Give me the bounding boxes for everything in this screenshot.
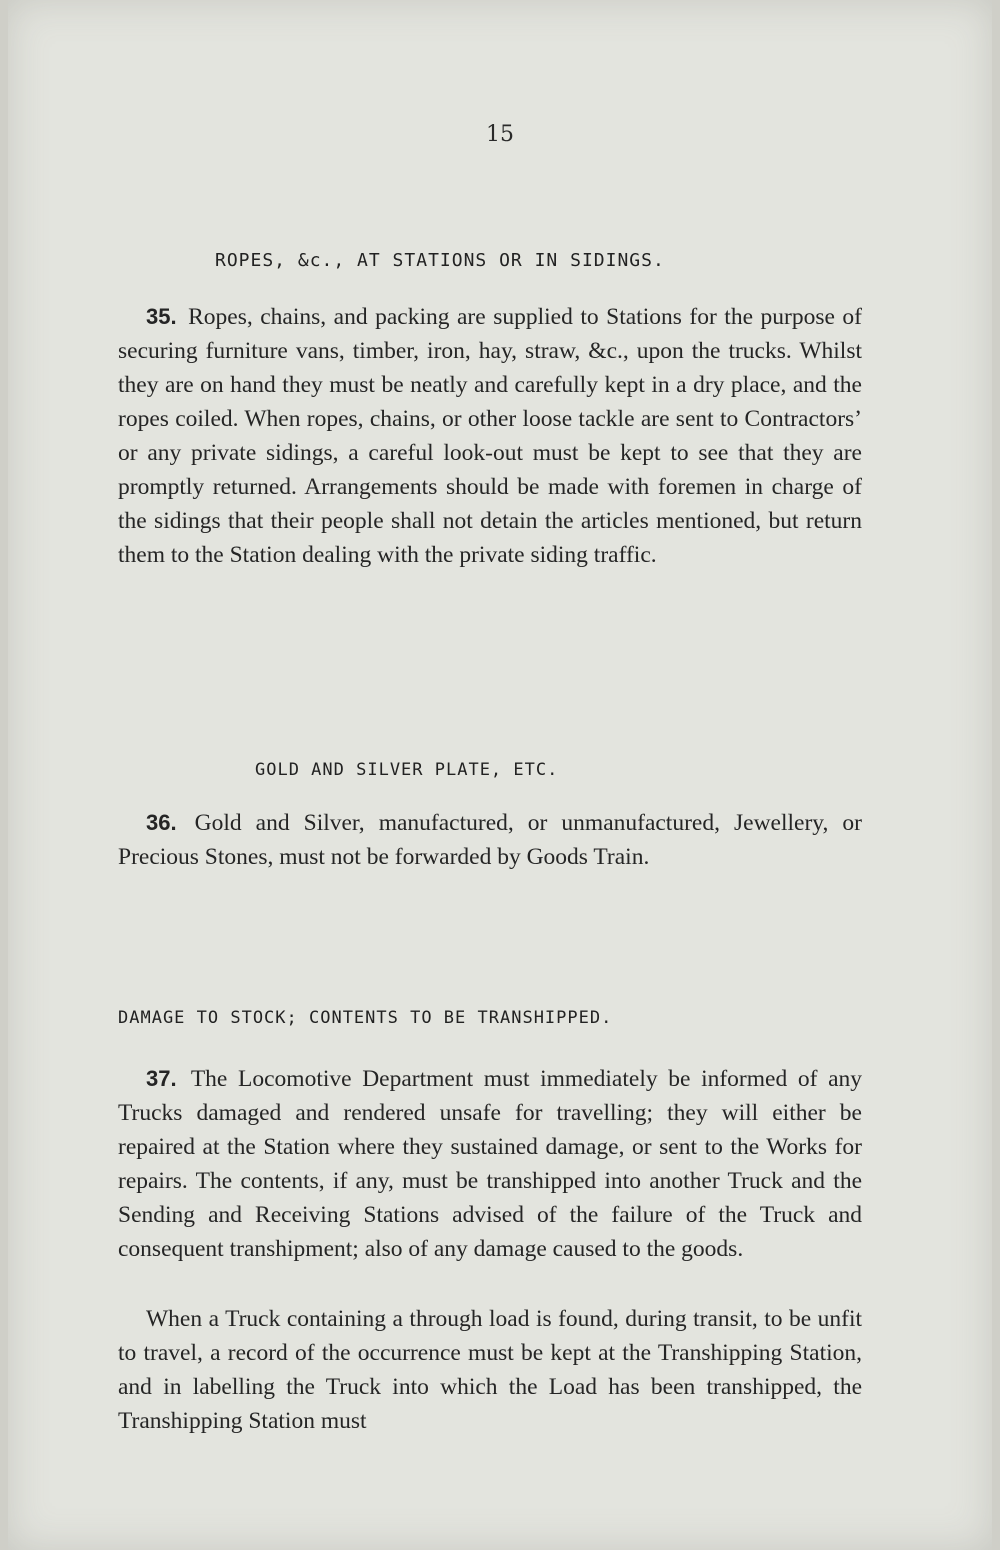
paragraph-text: Gold and Silver, manufactured, or unmanufactured, Jewellery, or Precious Stones, must not be forwarded by Goods Train. (118, 810, 862, 870)
paragraph-number: 36. (146, 810, 177, 835)
paragraph-37 (118, 1062, 862, 1266)
paragraph-number: 35. (146, 304, 177, 329)
section-heading-gold-silver: GOLD AND SILVER PLATE, ETC. (255, 760, 559, 780)
section-heading-damage-to-stock: DAMAGE TO STOCK; CONTENTS TO BE TRANSHIPPED. (118, 1008, 613, 1028)
section-heading-ropes: ROPES, &c., AT STATIONS OR IN SIDINGS. (215, 250, 665, 271)
paragraph-text: When a Truck containing a through load is found, during transit, to be unfit to travel, a record of the occurrence must be kept at the Transhipping Station, and in labelling the Truck into which the Load has been transhipped, the Transhipping Station must (118, 1306, 862, 1434)
paragraph-36 (118, 806, 862, 874)
paragraph-text: Ropes, chains, and packing are supplied to Stations for the purpose of securing furniture vans, timber, iron, hay, straw, &c., upon the trucks. Whilst they are on hand they must be neatly and carefully kept in a dry place, and the ropes coiled. When ropes, chains, or other loose tackle are sent to Contractors’ or any private sidings, a careful look-out must be kept to see that they are promptly returned. Arrangements should be made with foremen in charge of the sidings that their people shall not detain the articles mentioned, but return them to the Station dealing with the private siding traffic. (118, 304, 862, 568)
paragraph-text: The Locomotive Department must immediately be informed of any Trucks damaged and rendered unsafe for travelling; they will either be repaired at the Station where they sustained damage, or sent to the Works for repairs. The contents, if any, must be transhipped into another Truck and the Sending and Receiving Stations advised of the failure of the Truck and consequent transhipment; also of any damage caused to the goods. (118, 1066, 863, 1262)
paragraph-35 (118, 300, 862, 572)
paragraph-37-continued (118, 1302, 862, 1438)
paragraph-number: 37. (146, 1066, 177, 1091)
page-number: 15 (486, 122, 514, 147)
